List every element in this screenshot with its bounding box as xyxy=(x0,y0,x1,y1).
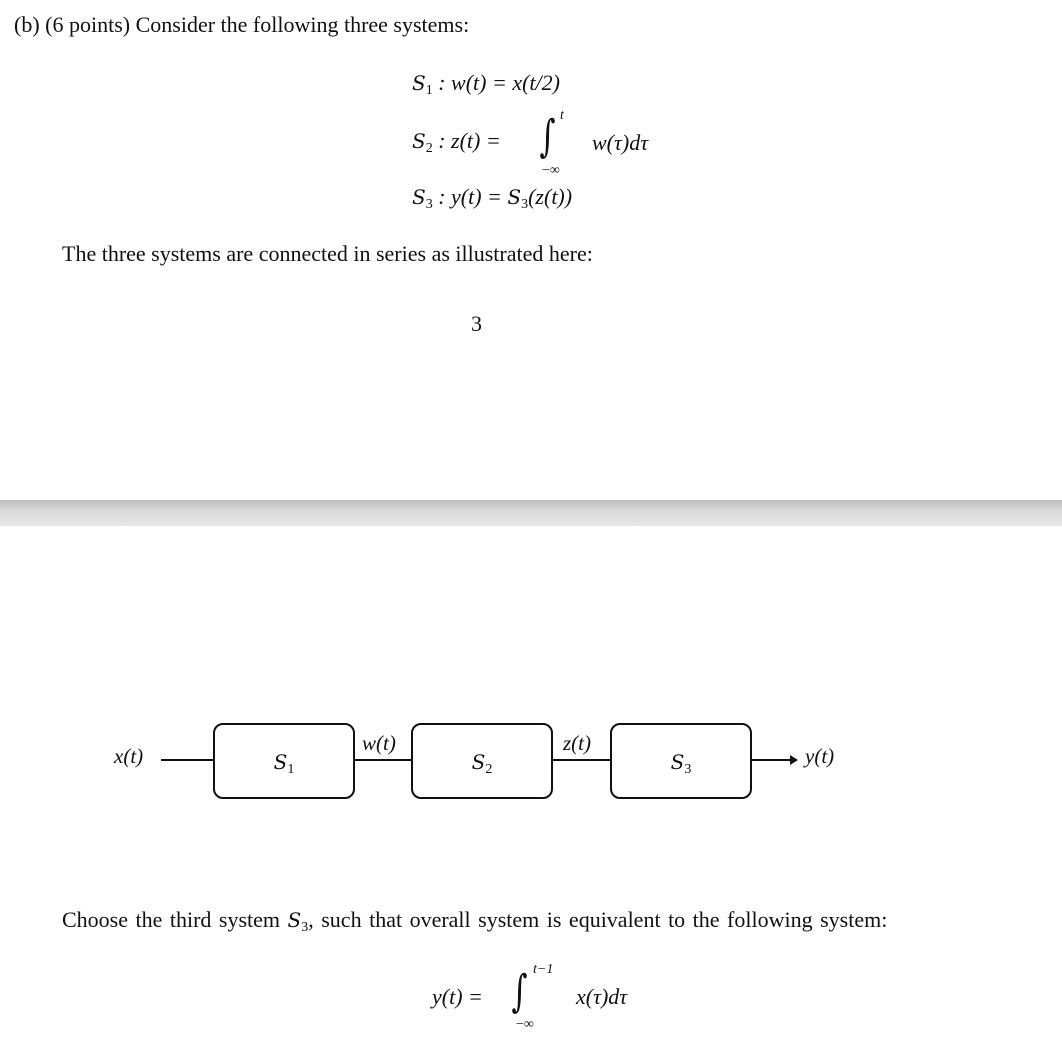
series-text: The three systems are connected in series as illustrated here: xyxy=(62,241,593,266)
integrand: w(τ)dτ xyxy=(592,130,649,155)
equation-s2: $S_2$ : z(t) = xyxy=(412,128,501,156)
page-break xyxy=(0,500,1062,526)
equation-s3: $S_3$ : $y(t) = S_3(z(t))$ xyxy=(412,184,573,212)
question-text: Choose the third system $S_3$, such that overall system is equivalent to the following system: xyxy=(62,907,888,935)
block-s1: $S_1$ xyxy=(213,723,355,799)
target-equation-lhs: y(t) = xyxy=(432,984,483,1009)
wire-input xyxy=(161,759,214,761)
integral-sign: ∫ xyxy=(539,111,556,162)
output-label: y(t) xyxy=(805,744,835,768)
arrow-head-icon xyxy=(790,755,798,765)
page-number: 3 xyxy=(471,311,482,336)
integral-sign: ∫ xyxy=(511,966,528,1017)
wire-output xyxy=(750,759,792,761)
equation-s1: $S_1$ : w(t) = x(t/2) xyxy=(412,70,560,98)
block-s2: $S_2$ xyxy=(411,723,553,799)
input-label: x(t) xyxy=(114,744,144,768)
signal-z-label: z(t) xyxy=(563,731,591,755)
target-integrand: x(τ)dτ xyxy=(576,984,628,1009)
wire-w xyxy=(353,759,412,761)
signal-w-label: w(t) xyxy=(362,731,396,755)
block-s3: $S_3$ xyxy=(610,723,752,799)
problem-header: (b) (6 points) Consider the following three systems: xyxy=(14,12,470,37)
wire-z xyxy=(551,759,611,761)
